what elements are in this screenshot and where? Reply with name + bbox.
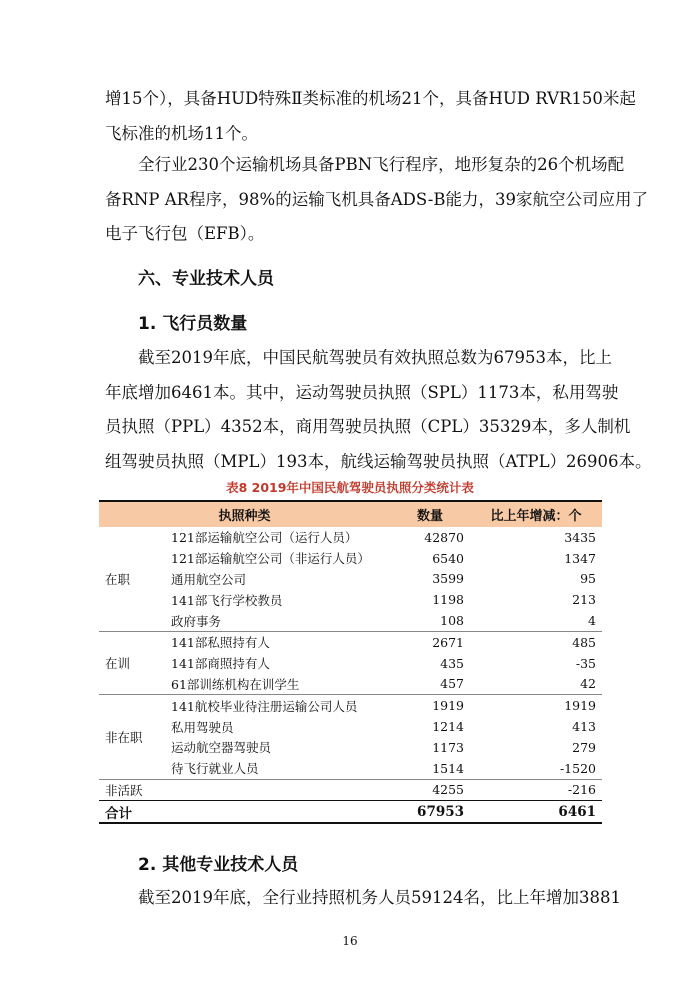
row-name: 141部商照持有人 — [171, 656, 270, 672]
table-row — [99, 527, 602, 548]
row-count: 1919 — [390, 695, 470, 716]
text-line: 组驾驶员执照（MPL）193本，航线运输驾驶员执照（ATPL）26906本。 — [105, 451, 652, 471]
row-count: 6540 — [432, 550, 465, 566]
table-row — [99, 653, 602, 674]
subsection-heading-other: 2. 其他专业技术人员 — [138, 855, 299, 875]
row-change: -216 — [470, 779, 602, 801]
text-line: 增15个），具备HUD特殊Ⅱ类标准的机场21个，具备HUD RVR150米起 — [105, 89, 636, 108]
table-row — [99, 758, 602, 779]
row-name: 141部私照持有人 — [165, 631, 390, 652]
group-label: 在职 — [105, 571, 131, 587]
row-name: 121部运输航空公司（运行人员） — [171, 530, 358, 546]
row-change: 95 — [580, 571, 596, 587]
table-row — [99, 716, 602, 737]
table-total-row — [99, 801, 602, 823]
row-name: 政府事务 — [171, 613, 222, 629]
total-change: 6461 — [470, 801, 602, 823]
row-change: 1919 — [470, 695, 602, 716]
row-change: 1347 — [564, 550, 596, 566]
table-row — [99, 674, 602, 695]
table-row — [99, 569, 602, 590]
row-name: 141航校毕业待注册运输公司人员 — [165, 695, 390, 716]
text-line: 截至2019年底，中国民航驾驶员有效执照总数为67953本，比上 — [138, 348, 612, 367]
row-count: 1214 — [432, 719, 465, 735]
row-name: 61部训练机构在训学生 — [171, 676, 300, 692]
row-count: 4255 — [390, 779, 470, 801]
row-change: 413 — [572, 719, 596, 735]
text-line: 年底增加6461本。其中，运动驾驶员执照（SPL）1173本，私用驾驶 — [105, 382, 619, 402]
header-count: 数量 — [390, 501, 470, 527]
license-table — [99, 500, 602, 824]
row-name: 运动航空器驾驶员 — [171, 740, 272, 756]
row-name: 通用航空公司 — [171, 571, 247, 587]
row-count: 1173 — [432, 739, 465, 755]
header-change: 比上年增减：个 — [470, 501, 602, 527]
paragraph-maintenance — [105, 881, 621, 916]
paragraph-pbn — [105, 148, 648, 252]
group-label: 在训 — [99, 631, 165, 694]
table-header-row — [99, 501, 602, 527]
row-change: -35 — [575, 655, 596, 671]
group-label: 非活跃 — [99, 779, 165, 801]
row-name: 私用驾驶员 — [171, 719, 234, 735]
row-count: 435 — [440, 655, 465, 671]
table-row — [99, 548, 602, 569]
table-caption: 表8 2019年中国民航驾驶员执照分类统计表 — [226, 480, 474, 495]
row-name: 待飞行就业人员 — [171, 761, 259, 777]
text-line: 全行业230个运输机场具备PBN飞行程序，地形复杂的26个机场配 — [138, 155, 625, 174]
section-heading: 六、专业技术人员 — [138, 269, 274, 289]
text-line: 截至2019年底，全行业持照机务人员59124名，比上年增加3881 — [138, 888, 621, 907]
text-line: 员执照（PPL）4352本，商用驾驶员执照（CPL）35329本，多人制机 — [105, 417, 631, 436]
text-line: 飞标准的机场11个。 — [105, 123, 258, 143]
table-row — [99, 589, 602, 610]
row-name: 121部运输航空公司（非运行人员） — [171, 551, 370, 567]
row-count: 1198 — [432, 592, 465, 608]
subsection-heading-pilots: 1. 飞行员数量 — [138, 314, 248, 334]
row-change: 3435 — [564, 529, 596, 545]
row-change: 279 — [572, 739, 596, 755]
paragraph-pilot-licenses — [105, 341, 652, 479]
row-count: 2671 — [390, 631, 470, 652]
row-count: 42870 — [424, 529, 465, 545]
row-change: 42 — [580, 676, 596, 692]
page-number: 16 — [342, 934, 358, 948]
table-row — [99, 610, 602, 631]
row-change: -1520 — [559, 760, 596, 776]
row-name — [165, 779, 390, 801]
row-count: 108 — [440, 613, 465, 629]
text-line: 电子飞行包（EFB）。 — [105, 224, 265, 243]
table-row — [99, 695, 602, 716]
row-change: 485 — [470, 631, 602, 652]
header-license-type: 执照种类 — [99, 501, 390, 527]
intro-paragraph — [105, 82, 636, 151]
row-count: 3599 — [432, 571, 465, 587]
table-row — [99, 737, 602, 758]
total-label: 合计 — [99, 801, 390, 823]
row-change: 213 — [572, 592, 596, 608]
row-count: 457 — [440, 676, 465, 692]
group-label: 非在职 — [99, 695, 165, 779]
table-row — [99, 631, 602, 652]
row-count: 1514 — [432, 760, 465, 776]
text-line: 备RNP AR程序，98%的运输飞机具备ADS-B能力，39家航空公司应用了 — [105, 189, 648, 209]
row-change: 4 — [588, 613, 596, 629]
table-row — [99, 779, 602, 801]
total-count: 67953 — [390, 801, 470, 823]
row-name: 141部飞行学校教员 — [171, 592, 283, 608]
